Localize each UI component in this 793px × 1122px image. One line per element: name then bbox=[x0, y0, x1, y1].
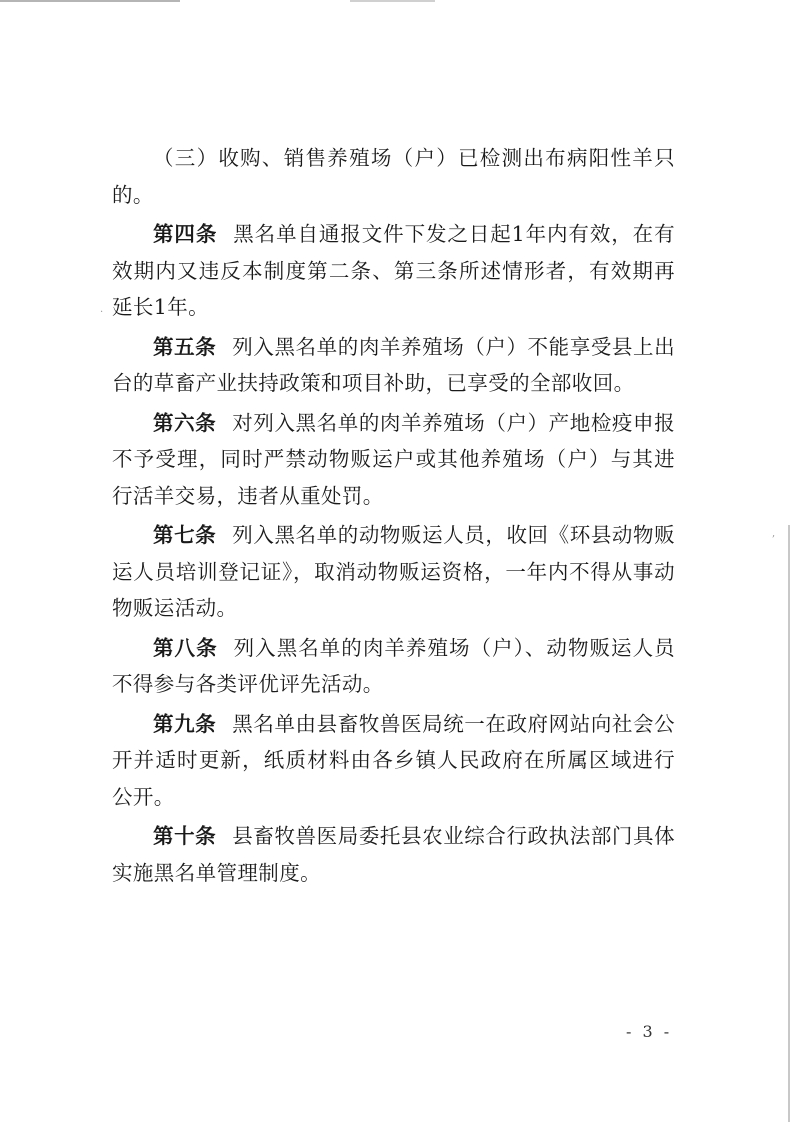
article-number: 第四条 bbox=[153, 222, 218, 246]
article-number: 第九条 bbox=[153, 711, 217, 736]
scan-speck-right: , bbox=[772, 528, 776, 539]
article-4 bbox=[112, 216, 675, 326]
article-6 bbox=[112, 405, 675, 515]
article-number: 第五条 bbox=[153, 334, 217, 359]
article-7 bbox=[112, 517, 675, 627]
scan-artifact-right-edge bbox=[788, 525, 790, 1122]
article-text: 列入黑名单的动物贩运人员，收回《环县动物贩运人员培训登记证》，取消动物贩运资格，一年内不得从事动物贩运活动。 bbox=[112, 523, 675, 620]
scan-artifact-top-center bbox=[350, 0, 435, 2]
article-text: 黑名单由县畜牧兽医局统一在政府网站向社会公开并适时更新，纸质材料由各乡镇人民政府在所属区域进行公开。 bbox=[112, 711, 675, 809]
article-number: 第十条 bbox=[153, 824, 217, 848]
article-5 bbox=[112, 329, 675, 402]
article-number: 第八条 bbox=[153, 635, 218, 660]
article-8 bbox=[112, 630, 675, 703]
document-body bbox=[112, 140, 675, 891]
article-number: 第六条 bbox=[153, 410, 217, 435]
article-number: 第七条 bbox=[153, 523, 217, 547]
article-text: 黑名单自通报文件下发之日起1年内有效，在有效期内又违反本制度第二条、第三条所述情形者，有效期再延长1年。 bbox=[112, 222, 675, 319]
scan-speck-left: . bbox=[100, 304, 104, 315]
scan-artifact-top-left bbox=[0, 0, 180, 2]
paragraph-text: （三）收购、销售养殖场（户）已检测出布病阳性羊只的。 bbox=[112, 146, 675, 207]
article-text: 列入黑名单的肉羊养殖场（户）、动物贩运人员不得参与各类评优评先活动。 bbox=[112, 635, 676, 696]
article-text: 列入黑名单的肉羊养殖场（户）不能享受县上出台的草畜产业扶持政策和项目补助，已享受的全部收回。 bbox=[112, 334, 675, 395]
article-9 bbox=[112, 706, 675, 816]
article-text: 对列入黑名单的肉羊养殖场（户）产地检疫申报不予受理，同时严禁动物贩运户或其他养殖场（户）与其进行活羊交易，违者从重处罚。 bbox=[112, 410, 675, 508]
paragraph-item-3 bbox=[112, 140, 675, 213]
article-10 bbox=[112, 818, 675, 891]
page-number: - 3 - bbox=[626, 1022, 673, 1041]
article-text: 县畜牧兽医局委托县农业综合行政执法部门具体实施黑名单管理制度。 bbox=[112, 824, 675, 885]
